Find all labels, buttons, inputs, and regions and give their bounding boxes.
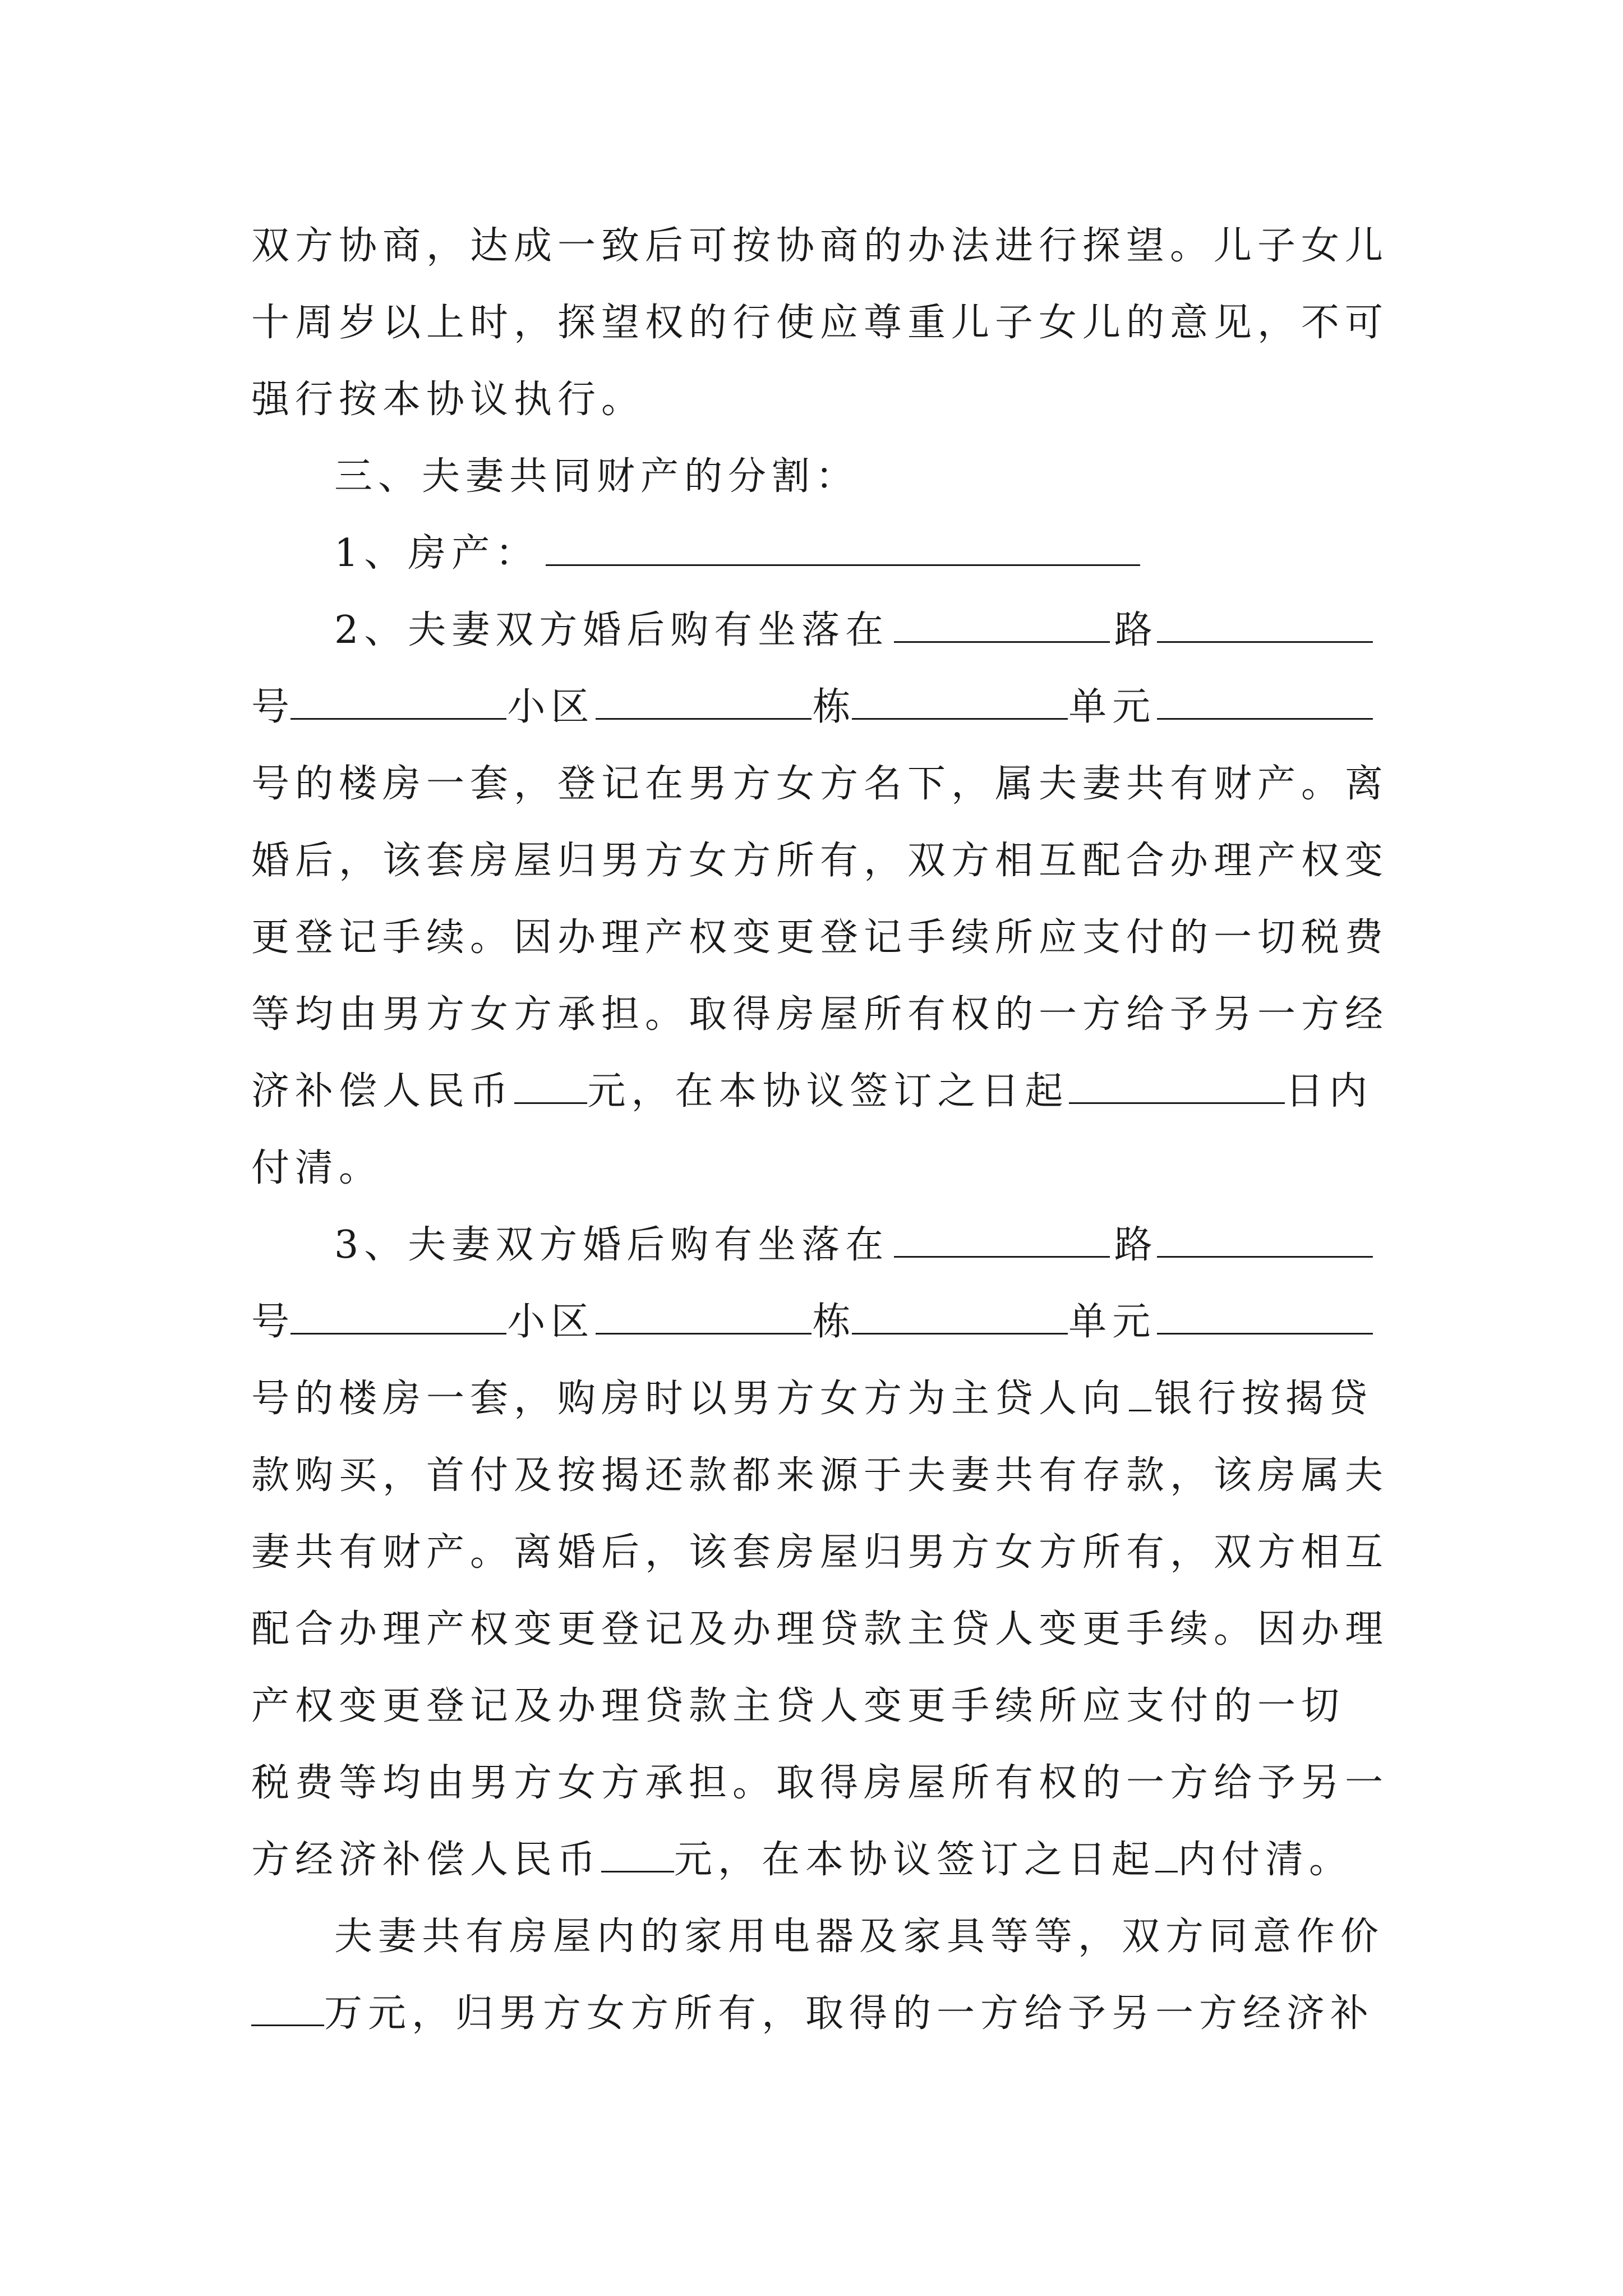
- paragraph-text: 内付清。: [1178, 1838, 1353, 1882]
- text-line: [251, 208, 1389, 284]
- text-line: [251, 1437, 1389, 1514]
- fill-in-blank[interactable]: [251, 1992, 324, 2026]
- text-line: [251, 361, 1373, 438]
- label-road: 路: [1114, 608, 1152, 652]
- item-label: 1、房产：: [334, 531, 540, 576]
- paragraph-text: 税费等均由男方女方承担。取得房屋所有权的一方给予另一: [251, 1761, 1389, 1805]
- label-danyuan: 单元: [1068, 1300, 1156, 1344]
- text-line: [251, 746, 1389, 822]
- fill-in-blank[interactable]: [852, 1300, 1068, 1335]
- paragraph-text: 银行按揭贷: [1154, 1377, 1373, 1421]
- fill-in-blank[interactable]: [291, 685, 506, 720]
- fill-in-blank[interactable]: [852, 685, 1068, 720]
- text-line: [251, 1898, 1385, 1975]
- paragraph-text: 号的楼房一套，购房时以男方女方为主贷人向: [251, 1377, 1127, 1421]
- fill-in-blank[interactable]: [1157, 1300, 1373, 1335]
- fill-in-blank[interactable]: [546, 532, 1140, 566]
- paragraph-text: 款购买，首付及按揭还款都来源于夫妻共有存款，该房属夫: [251, 1453, 1389, 1498]
- text-line: [251, 1130, 1373, 1207]
- text-line: [251, 1514, 1389, 1591]
- fill-in-blank[interactable]: [601, 1838, 674, 1872]
- paragraph-text: 妻共有财产。离婚后，该套房屋归男方女方所有，双方相互: [251, 1530, 1389, 1575]
- text-line: [251, 1591, 1389, 1668]
- item-label: 2、夫妻双方婚后购有坐落在: [334, 608, 889, 652]
- paragraph-text: 十周岁以上时，探望权的行使应尊重儿子女儿的意见，不可: [251, 301, 1389, 345]
- label-dong: 栋: [812, 1300, 851, 1344]
- text-line: [251, 1207, 1373, 1283]
- fill-in-blank[interactable]: [1157, 609, 1373, 643]
- fill-in-blank[interactable]: [894, 1223, 1110, 1258]
- item-label: 3、夫妻双方婚后购有坐落在: [334, 1223, 889, 1267]
- label-dong: 栋: [812, 685, 851, 729]
- text-line: [251, 1668, 1373, 1745]
- paragraph-text: 更登记手续。因办理产权变更登记手续所应支付的一切税费: [251, 915, 1389, 960]
- text-line: [251, 1745, 1389, 1821]
- paragraph-text: 双方协商，达成一致后可按协商的办法进行探望。儿子女儿: [251, 224, 1389, 268]
- fill-in-blank[interactable]: [1157, 1223, 1373, 1258]
- paragraph-text: 婚后，该套房屋归男方女方所有，双方相互配合办理产权变: [251, 839, 1389, 883]
- label-xiaoqu: 小区: [507, 1300, 595, 1344]
- paragraph-text: 元，在本协议签订之日起: [674, 1838, 1156, 1882]
- text-line: [251, 1053, 1373, 1130]
- fill-in-blank[interactable]: [1069, 1070, 1285, 1104]
- label-hao: 号: [251, 1300, 290, 1344]
- text-line: [251, 669, 1373, 746]
- document-body: [251, 208, 1389, 2052]
- text-line: [251, 1283, 1373, 1360]
- paragraph-text: 等均由男方女方承担。取得房屋所有权的一方给予另一方经: [251, 992, 1389, 1037]
- fill-in-blank[interactable]: [596, 685, 811, 720]
- paragraph-text: 夫妻共有房屋内的家用电器及家具等等，双方同意作价: [334, 1915, 1385, 1959]
- text-line: [251, 592, 1373, 669]
- fill-in-blank[interactable]: [1157, 685, 1373, 720]
- paragraph-text: 日内: [1285, 1069, 1373, 1114]
- text-line: [251, 1975, 1373, 2052]
- paragraph-text: 产权变更登记及办理贷款主贷人变更手续所应支付的一切: [251, 1684, 1345, 1728]
- paragraph-text: 元，在本协议签订之日起: [587, 1069, 1069, 1114]
- section-title: 三、夫妻共同财产的分割：: [334, 454, 860, 499]
- text-line: [251, 1821, 1373, 1898]
- text-line: [251, 976, 1389, 1053]
- fill-in-blank[interactable]: [514, 1070, 587, 1104]
- label-danyuan: 单元: [1068, 685, 1156, 729]
- label-road: 路: [1114, 1223, 1152, 1267]
- text-line: [251, 1360, 1373, 1437]
- fill-in-blank[interactable]: [291, 1300, 506, 1335]
- paragraph-text: 号的楼房一套，登记在男方女方名下，属夫妻共有财产。离: [251, 762, 1389, 806]
- paragraph-text: 付清。: [251, 1146, 383, 1190]
- fill-in-blank[interactable]: [894, 609, 1110, 643]
- fill-in-blank[interactable]: [596, 1300, 811, 1335]
- section-heading: [251, 438, 1373, 515]
- fill-in-blank[interactable]: [1155, 1838, 1178, 1872]
- paragraph-text: 方经济补偿人民币: [251, 1838, 602, 1882]
- fill-in-blank[interactable]: [1129, 1377, 1151, 1411]
- text-line: [251, 284, 1389, 361]
- label-xiaoqu: 小区: [507, 685, 595, 729]
- paragraph-text: 济补偿人民币: [251, 1069, 514, 1114]
- paragraph-text: 配合办理产权变更登记及办理贷款主贷人变更手续。因办理: [251, 1607, 1389, 1651]
- text-line: [251, 515, 1373, 592]
- paragraph-text: 强行按本协议执行。: [251, 378, 645, 422]
- text-line: [251, 899, 1389, 976]
- paragraph-text: 万元，归男方女方所有，取得的一方给予另一方经济补: [324, 1991, 1375, 2036]
- label-hao: 号: [251, 685, 290, 729]
- text-line: [251, 822, 1389, 899]
